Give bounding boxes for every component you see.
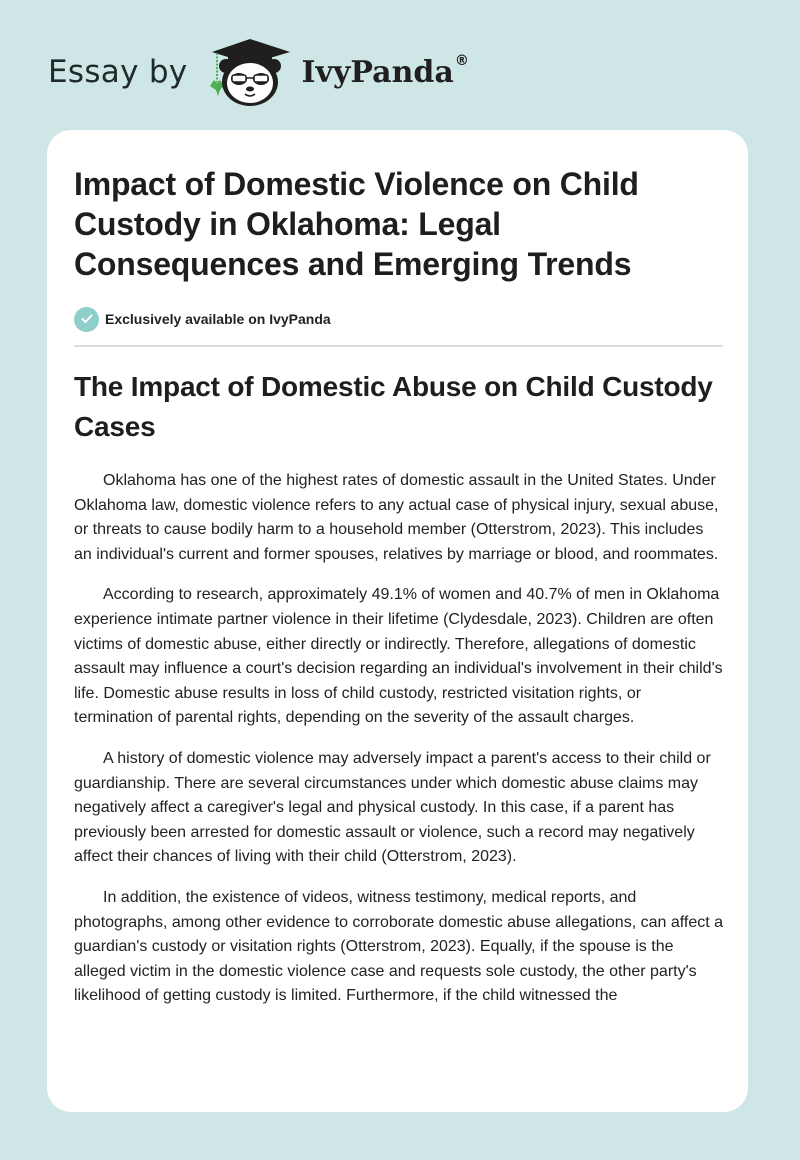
paragraph: In addition, the existence of videos, witness testimony, medical reports, and photographs, among other evidence to corroborate domestic abuse allegations, can affect a guardian's custody or visitation rights (Otterstrom, 2023). Equally, if the spouse is the alleged victim in the domestic violence case and requests sole custody, the other party's likelihood of getting custody is limited. Furthermore, if the child witnessed the	[74, 888, 724, 1005]
check-circle-icon	[74, 307, 99, 332]
essay-title: Impact of Domestic Violence on Child Custody in Oklahoma: Legal Consequences and Emerging Trends	[74, 166, 639, 282]
panda-graduation-cap-logo-icon	[206, 36, 294, 108]
brand-name-text: IvyPanda	[301, 54, 454, 90]
site-header-brand[interactable]	[48, 36, 469, 108]
section-heading: The Impact of Domestic Abuse on Child Custody Cases	[74, 371, 713, 442]
essay-by-label: Essay by	[48, 54, 188, 90]
registered-mark: ®	[454, 52, 469, 69]
paragraph: A history of domestic violence may adversely impact a parent's access to their child or guardianship. There are several circumstances under which domestic abuse claims may negatively affect a caregiver's legal and physical custody. In this case, if a parent has previously been arrested for domestic assault or violence, such a record may negatively affect their chances of living with their child (Otterstrom, 2023).	[74, 749, 711, 866]
brand-name	[301, 52, 469, 90]
paragraph: Oklahoma has one of the highest rates of domestic assault in the United States. Under Oklahoma law, domestic violence refers to any actual case of physical injury, sexual abuse, or threats to cause bodily harm to a household member (Otterstrom, 2023). This includes an individual's current and former spouses, relatives by marriage or blood, and roommates.	[74, 472, 719, 563]
exclusive-badge-label: Exclusively available on IvyPanda	[105, 311, 331, 327]
paragraph: According to research, approximately 49.1% of women and 40.7% of men in Oklahoma experience intimate partner violence in their lifetime (Clydesdale, 2023). Children are often victims of domestic abuse, either directly or indirectly. Therefore, allegations of domestic assault may influence a court's decision regarding an individual's involvement in their child's life. Domestic abuse results in loss of child custody, restricted visitation rights, or termination of parental rights, depending on the severity of the assault charges.	[74, 586, 723, 727]
essay-card	[47, 130, 748, 1112]
exclusive-badge	[74, 306, 723, 332]
title-divider	[74, 345, 723, 347]
